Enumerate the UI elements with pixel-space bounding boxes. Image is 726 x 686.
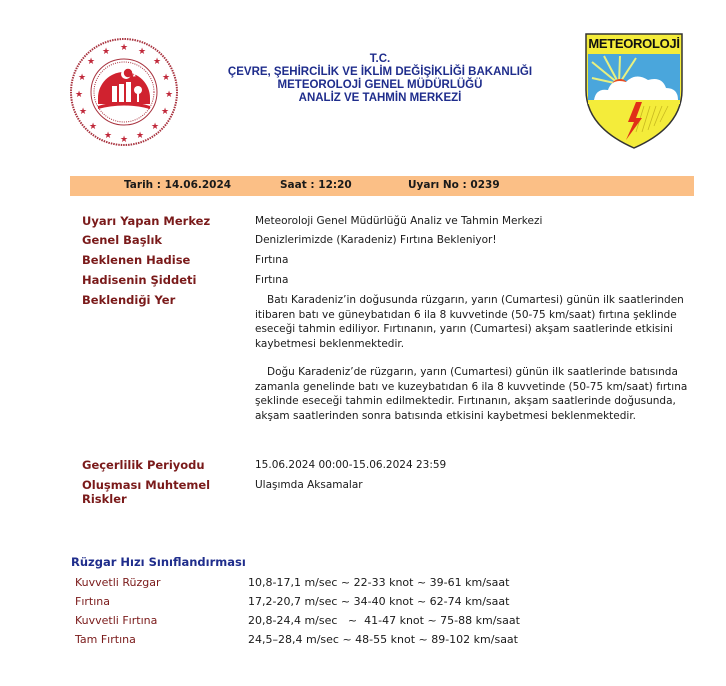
header-line-directorate: METEOROLOJİ GENEL MÜDÜRLÜĞÜ	[277, 79, 483, 91]
general-title-label: Genel Başlık	[82, 233, 163, 247]
svg-text:★: ★	[101, 47, 111, 57]
svg-text:★: ★	[137, 47, 147, 57]
svg-text:★: ★	[119, 43, 129, 53]
svg-text:★: ★	[88, 122, 98, 132]
header-title	[200, 53, 560, 105]
header-line-ministry: ÇEVRE, ŞEHİRCİLİK VE İKLİM DEĞİŞİKLİĞİ BAKANLIĞI	[227, 66, 533, 78]
svg-text:★: ★	[152, 57, 162, 67]
ministry-emblem-icon	[68, 36, 180, 148]
warning-time: Saat : 12:20	[280, 179, 352, 191]
warning-number: Uyarı No : 0239	[408, 179, 500, 191]
svg-text:★: ★	[135, 131, 145, 141]
svg-text:★: ★	[160, 107, 170, 117]
validity-label: Geçerlilik Periyodu	[82, 458, 205, 472]
ministry-emblem-logo	[68, 36, 180, 148]
svg-text:★: ★	[164, 90, 174, 100]
wind-class-range: 20,8-24,4 m/sec ~ 41-47 knot ~ 75-88 km/saat	[248, 614, 520, 627]
wind-class-name: Fırtına	[75, 595, 110, 608]
location-paragraph-west: Batı Karadeniz’in doğusunda rüzgarın, yarın (Cumartesi) günün ilk saatlerinden itibaren batı ve güneybatıdan 6 ila 8 kuvvetinde (50-75 km/saat) fırtına şeklinde eseceği tahmin ediliyor. Fırtınanın, yarın (Cumartesi) akşam saatlerinde etkisini kaybetmesi beklenmektedir.	[255, 294, 684, 350]
wind-class-name: Kuvvetli Fırtına	[75, 614, 158, 627]
wind-classification-title: Rüzgar Hızı Sınıflandırması	[71, 555, 246, 569]
svg-text:★: ★	[77, 73, 87, 83]
general-title-value: Denizlerimizde (Karadeniz) Fırtına Bekleniyor!	[255, 234, 497, 246]
wind-class-range: 24,5–28,4 m/sec ~ 48-55 knot ~ 89-102 km/saat	[248, 633, 518, 646]
location-description	[255, 293, 695, 423]
wind-class-name: Tam Fırtına	[75, 633, 136, 646]
wind-class-range: 17,2-20,7 m/sec ~ 34-40 knot ~ 62-74 km/saat	[248, 595, 510, 608]
validity-value: 15.06.2024 00:00-15.06.2024 23:59	[255, 459, 447, 471]
warning-date: Tarih : 14.06.2024	[124, 179, 232, 191]
svg-text:★: ★	[150, 122, 160, 132]
location-paragraph-east: Doğu Karadeniz’de rüzgarın, yarın (Cumartesi) günün ilk saatlerinde batısında zamanla genelinde batı ve kuzeybatıdan 6 ila 8 kuvvetinde (50-75 km/saat) fırtına şeklinde eseceği tahmin edilmektedir. Fırtınanın, akşam saatlerinde doğusunda, akşam saatlerinden sonra batısında etkisini kaybetmesi beklenmektedir.	[255, 366, 688, 422]
risks-value: Ulaşımda Aksamalar	[255, 479, 363, 491]
svg-text:★: ★	[103, 131, 113, 141]
header-line-center: ANALİZ VE TAHMİN MERKEZİ	[298, 92, 462, 104]
expected-event-label: Beklenen Hadise	[82, 253, 191, 267]
svg-text:★: ★	[86, 57, 96, 67]
risks-label: Oluşması Muhtemel Riskler	[82, 478, 211, 506]
svg-text:★: ★	[119, 135, 129, 145]
info-bar	[70, 176, 694, 196]
wind-class-range: 10,8-17,1 m/sec ~ 22-33 knot ~ 39-61 km/saat	[248, 576, 510, 589]
center-value: Meteoroloji Genel Müdürlüğü Analiz ve Tahmin Merkezi	[255, 215, 543, 227]
severity-label: Hadisenin Şiddeti	[82, 273, 197, 287]
meteorology-logo-text: METEOROLOJİ	[588, 36, 680, 51]
severity-value: Fırtına	[255, 274, 289, 286]
header-line-tc: T.C.	[369, 53, 391, 65]
center-label: Uyarı Yapan Merkez	[82, 214, 211, 228]
wind-class-name: Kuvvetli Rüzgar	[75, 576, 161, 589]
location-label: Beklendiği Yer	[82, 293, 176, 307]
meteorology-logo	[584, 32, 684, 150]
svg-text:★: ★	[161, 73, 171, 83]
svg-text:★: ★	[78, 107, 88, 117]
expected-event-value: Fırtına	[255, 254, 289, 266]
svg-text:★: ★	[132, 73, 137, 79]
svg-text:★: ★	[74, 90, 84, 100]
